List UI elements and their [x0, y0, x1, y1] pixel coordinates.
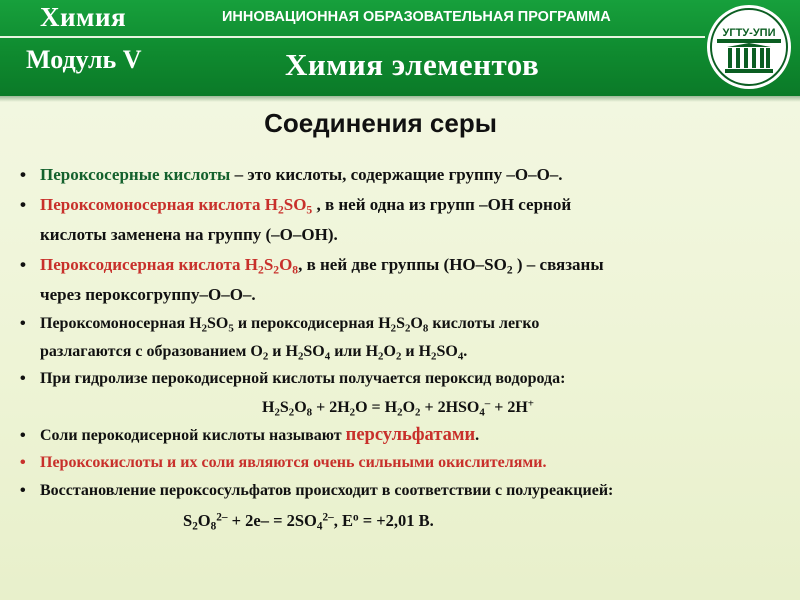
sub: 4: [324, 349, 331, 362]
sub: 2: [201, 322, 208, 335]
text: – это кислоты, содержащие группу –O–O–.: [230, 165, 563, 184]
text: = +2,01 B.: [358, 511, 434, 530]
sub: 2: [415, 405, 421, 418]
text: .: [475, 426, 480, 444]
text: + 2H: [490, 398, 528, 416]
bullet-oxidizers: [18, 449, 788, 477]
equation-half-reaction: [18, 504, 788, 538]
text: Соли перокодисерной кислоты называют: [40, 426, 346, 444]
text: разлагаются с образованием O: [40, 342, 263, 360]
bullet-peroxomonosulfuric: [18, 190, 788, 250]
sub: 2: [390, 322, 397, 335]
text: Пероксодисерная кислота H: [40, 255, 259, 274]
text: , E: [333, 511, 353, 530]
term-peroxodisulfuric: [40, 255, 299, 277]
sub: 5: [228, 322, 234, 335]
sub: 2: [297, 349, 304, 362]
sub: 2: [395, 349, 402, 362]
header-divider: [0, 36, 705, 38]
text: SO: [436, 342, 458, 360]
sub: 4: [479, 405, 485, 418]
sub: 2: [397, 405, 403, 418]
logo-text: УГТУ-УПИ: [722, 27, 776, 39]
text: O: [294, 398, 307, 416]
bullet-reduction: [18, 477, 788, 505]
text: Пероксокислоты и их соли являются очень сильными окислителями.: [40, 454, 547, 471]
header-shadow: [0, 96, 800, 102]
text: S: [396, 315, 405, 332]
content-list: [18, 160, 788, 538]
term-persulfates: персульфатами: [345, 424, 476, 445]
text: O: [410, 315, 423, 332]
text: + 2e– = 2SO: [227, 511, 317, 530]
bullet-peroxosulfuric: [18, 160, 788, 190]
sup: o: [352, 511, 359, 524]
slide-title: Соединения серы: [264, 108, 497, 138]
text: O: [279, 255, 293, 274]
sub: 2: [192, 520, 198, 533]
text: SO: [303, 342, 325, 360]
text: Пероксомоносерная H: [40, 315, 202, 332]
text: + 2HSO: [420, 398, 480, 416]
bullet-persulfates: [18, 422, 788, 450]
program-title: ИННОВАЦИОННАЯ ОБРАЗОВАТЕЛЬНАЯ ПРОГРАММА: [222, 9, 611, 25]
sub: 8: [422, 322, 429, 335]
bullet-hydrolysis: [18, 365, 788, 393]
sub: 2: [404, 322, 411, 335]
sub: 2: [277, 203, 284, 217]
text: через пероксогруппу–O–O–.: [40, 285, 256, 304]
topic-title: Химия элементов: [285, 47, 540, 82]
sub: 2: [262, 349, 269, 362]
text: SO: [283, 195, 307, 214]
sup: 2–: [216, 511, 228, 524]
text: , в ней одна из групп –OH серной: [312, 195, 572, 214]
text: O: [197, 511, 211, 530]
header-bar: [0, 0, 800, 96]
text: кислоты легко: [428, 315, 540, 332]
sub: 8: [210, 520, 217, 533]
sub: 2: [431, 349, 437, 362]
text: S: [183, 511, 193, 530]
text: ) – связаны: [512, 255, 604, 274]
text: S: [279, 398, 289, 416]
subject-title: Химия: [40, 2, 127, 32]
text: H: [261, 398, 275, 416]
sub: 4: [316, 520, 323, 533]
sub: 2: [274, 405, 280, 418]
text: При гидролизе перокодисерной кислоты получается пероксид водорода:: [40, 370, 566, 387]
text: S: [263, 255, 274, 274]
text: Восстановление пероксосульфатов происходит в соответствии с полуреакцией:: [40, 481, 614, 499]
module-title: Модуль V: [26, 45, 142, 74]
sup: –: [484, 397, 491, 410]
equation-hydrolysis: [18, 393, 778, 422]
text: SO: [207, 315, 229, 332]
sub: 2: [378, 349, 384, 362]
sub: 2: [506, 263, 513, 277]
sup: +: [527, 397, 534, 410]
text: Пероксомоносерная кислота H: [40, 195, 278, 214]
text: и H: [401, 342, 432, 360]
sub: 5: [306, 203, 313, 217]
term-peroxosulfuric: Пероксосерные кислоты: [40, 165, 231, 184]
text: O: [383, 342, 396, 360]
bullet-peroxodisulfuric: [18, 250, 788, 310]
text: + 2H: [312, 398, 350, 416]
text: O: [402, 398, 416, 416]
sub: 2: [258, 263, 264, 277]
sub: 2: [288, 405, 295, 418]
bullet-decomposition: [18, 310, 788, 365]
university-logo: [705, 3, 793, 91]
sub: 2: [273, 263, 280, 277]
text: и пероксодисерная H: [233, 315, 391, 332]
text: или H: [330, 342, 379, 360]
sub: 4: [457, 349, 464, 362]
text: , в ней две группы (HO–SO: [298, 255, 507, 274]
sub: 8: [292, 263, 299, 277]
term-peroxomonosulfuric: [40, 195, 313, 217]
text: .: [463, 342, 468, 360]
text: O = H: [355, 398, 398, 416]
text: кислоты заменена на группу (–O–OH).: [40, 225, 338, 244]
sub: 8: [306, 405, 313, 418]
sup: 2–: [322, 511, 334, 524]
text: и H: [268, 342, 298, 360]
sub: 2: [349, 405, 356, 418]
